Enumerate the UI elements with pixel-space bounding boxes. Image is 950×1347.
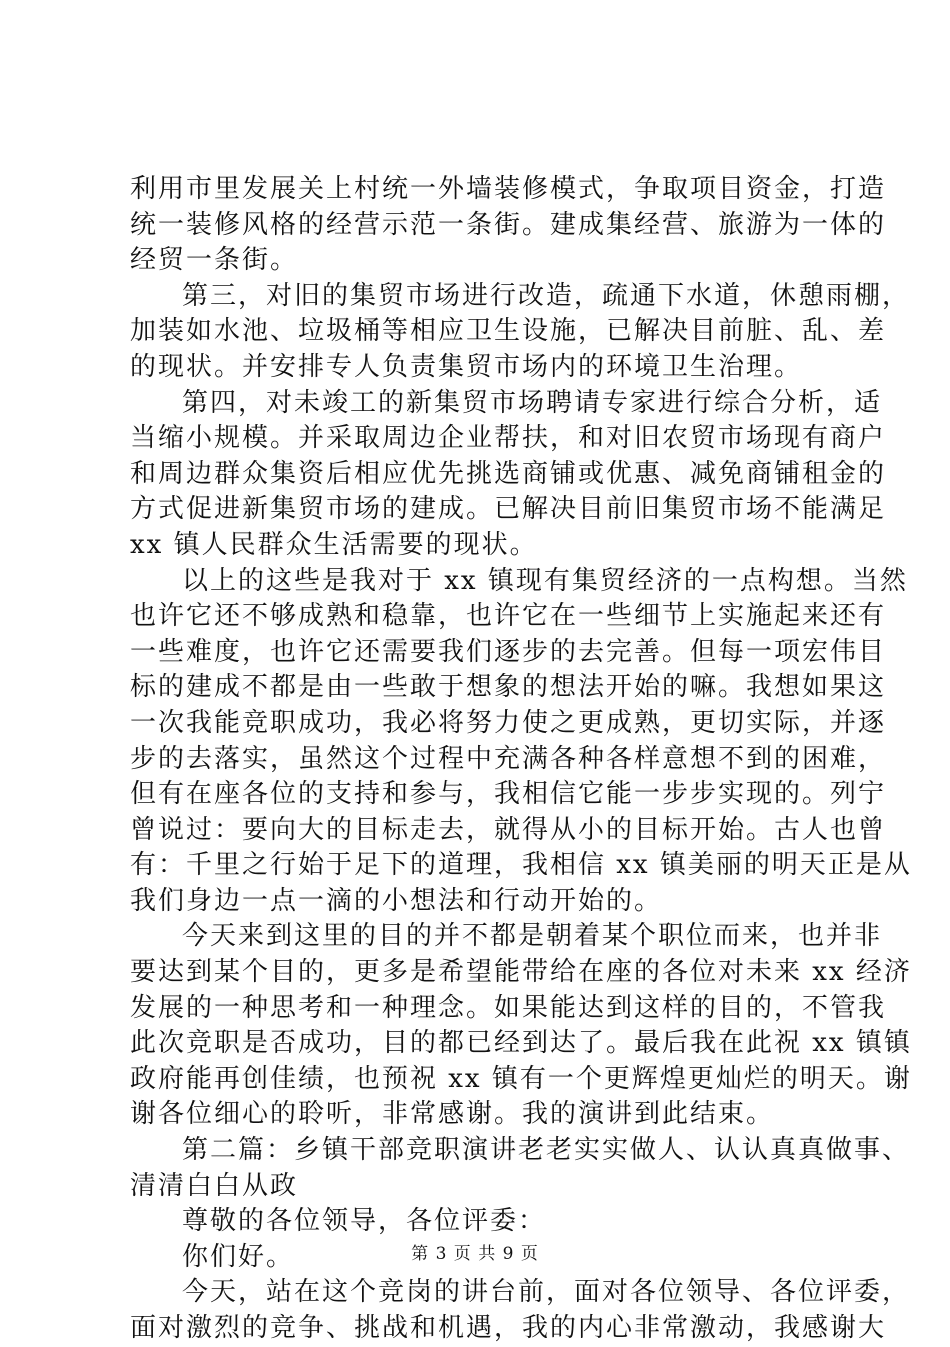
text-line: 今天来到这里的目的并不都是朝着某个职位而来，也并非 xyxy=(182,921,883,952)
text-line: 一些难度，也许它还需要我们逐步的去完善。但每一项宏伟目 xyxy=(130,636,887,667)
text-line: 我们身边一点一滴的小想法和行动开始的。 xyxy=(130,885,663,916)
text-line: 当缩小规模。并采取周边企业帮扶，和对旧农贸市场现有商户 xyxy=(130,423,887,454)
text-line: 政府能再创佳绩，也预祝 xx 镇有一个更辉煌更灿烂的明天。谢 xyxy=(130,1063,912,1094)
page-footer: 第 3 页 共 9 页 xyxy=(411,1244,539,1264)
text-line: 和周边群众集资后相应优先挑选商铺或优惠、减免商铺租金的 xyxy=(130,458,887,489)
text-line: 此次竞职是否成功，目的都已经到达了。最后我在此祝 xx 镇镇 xyxy=(130,1028,912,1059)
text-line: 第二篇：乡镇干部竞职演讲老老实实做人、认认真真做事、 xyxy=(182,1135,911,1166)
text-line: 今天，站在这个竞岗的讲台前，面对各位领导、各位评委， xyxy=(182,1277,911,1308)
text-line: 利用市里发展关上村统一外墙装修模式，争取项目资金，打造 xyxy=(130,174,887,204)
text-line: 也许它还不够成熟和稳靠，也许它在一些细节上实施起来还有 xyxy=(130,601,887,632)
text-line: 曾说过：要向大的目标走去，就得从小的目标开始。古人也曾 xyxy=(130,814,887,845)
text-line: 发展的一种思考和一种理念。如果能达到这样的目的，不管我 xyxy=(130,992,887,1023)
text-line: 方式促进新集贸市场的建成。已解决目前旧集贸市场不能满足 xyxy=(130,494,887,525)
text-line: 清清白白从政 xyxy=(130,1170,299,1201)
text-line: 加装如水池、垃圾桶等相应卫生设施，已解决目前脏、乱、差 xyxy=(130,316,887,347)
text-line: 有：千里之行始于足下的道理，我相信 xx 镇美丽的明天正是从 xyxy=(130,850,912,881)
text-line: xx 镇人民群众生活需要的现状。 xyxy=(130,529,538,560)
text-line: 以上的这些是我对于 xx 镇现有集贸经济的一点构想。当然 xyxy=(182,565,908,596)
text-line: 但有在座各位的支持和参与，我相信它能一步步实现的。列宁 xyxy=(130,779,887,810)
text-line: 第三，对旧的集贸市场进行改造，疏通下水道，休憩雨棚， xyxy=(182,280,911,311)
document-body xyxy=(130,172,912,1347)
text-line: 标的建成不都是由一些敢于想象的想法开始的嘛。我想如果这 xyxy=(130,672,887,703)
text-line: 要达到某个目的，更多是希望能带给在座的各位对未来 xx 经济 xyxy=(130,957,912,988)
text-line: 尊敬的各位领导，各位评委： xyxy=(182,1206,547,1237)
text-line: 一次我能竞职成功，我必将努力使之更成熟，更切实际，并逐 xyxy=(130,707,887,738)
text-line: 经贸一条街。 xyxy=(130,245,299,276)
text-line: 谢各位细心的聆听，非常感谢。我的演讲到此结束。 xyxy=(130,1099,775,1130)
text-line: 的现状。并安排专人负责集贸市场内的环境卫生治理。 xyxy=(130,351,803,382)
text-line: 步的去落实，虽然这个过程中充满各种各样意想不到的困难， xyxy=(130,743,887,774)
text-line: 面对激烈的竞争、挑战和机遇，我的内心非常激动，我感谢大 xyxy=(130,1313,887,1343)
text-line: 你们好。 xyxy=(182,1241,295,1272)
text-line: 第四，对未竣工的新集贸市场聘请专家进行综合分析，适 xyxy=(182,387,883,418)
text-line: 统一装修风格的经营示范一条街。建成集经营、旅游为一体的 xyxy=(130,209,887,240)
